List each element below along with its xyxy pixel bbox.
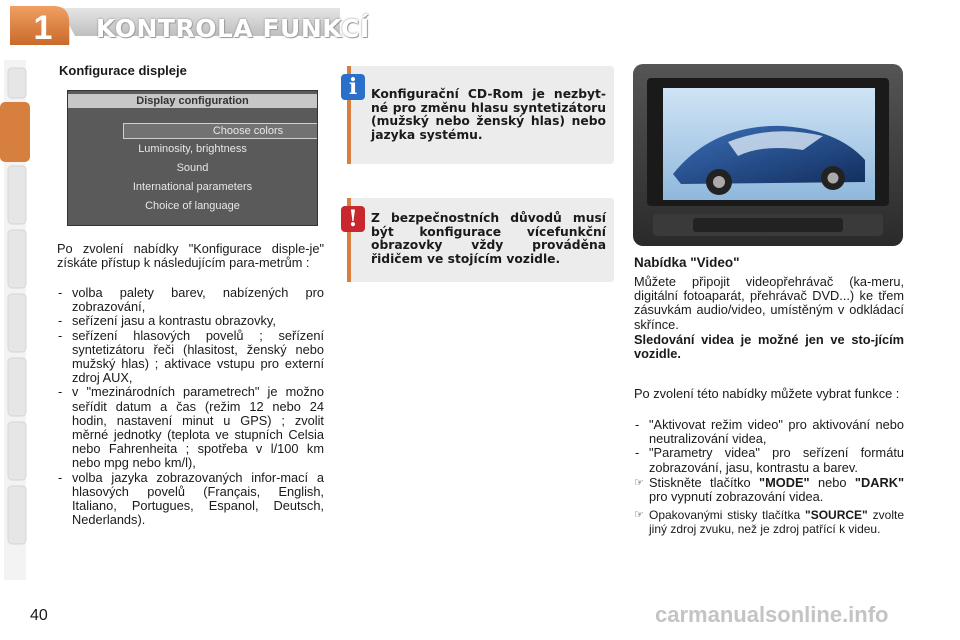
chapter-number: 1	[33, 9, 53, 47]
display-menu-item: International parameters	[132, 181, 253, 193]
chapter-title: KONTROLA FUNKCÍ	[96, 14, 370, 43]
list-item-hint-mode: ☞ Stiskněte tlačítko "MODE" nebo "DARK" pro vypnutí zobrazování videa.	[634, 476, 904, 504]
list-item: - seřízení hlasových povelů ; seřízení syntetizátoru řeči (hlasitost, ženský nebo mužský hlas) ; aktivace vstupu pro externí zdroj AUX,	[57, 329, 324, 386]
video-paragraph-1: Můžete připojit videopřehrávač (ka-meru, digitální fotoaparát, přehrávač DVD...) ke třem zásuvkám audio/video, umístěným v odkládací skřínce.	[634, 274, 904, 332]
list-item-hint-source: ☞ Opakovanými stisky tlačítka "SOURCE" zvolte jiný zdroj zvuku, než je zdroj patřící k videu.	[634, 508, 904, 536]
warning-box	[347, 198, 614, 282]
list-item: - seřízení jasu a kontrastu obrazovky,	[57, 314, 324, 328]
info-icon: i	[341, 74, 365, 100]
display-configuration-screen	[67, 90, 318, 226]
display-menu-title: Display configuration	[68, 94, 317, 108]
section-heading-video: Nabídka "Video"	[634, 255, 740, 270]
display-menu-item: Choice of language	[145, 200, 240, 212]
info-text: Konfigurační CD-Rom je nezbyt-né pro změnu hlasu syntetizátoru (mužský nebo ženský hlas) nebo jazyka systému.	[371, 87, 606, 142]
warning-icon: !	[341, 206, 365, 232]
page-number: 40	[30, 607, 48, 624]
video-paragraph-2: Sledování videa je možné jen ve sto-jícím vozidle.	[634, 332, 904, 362]
warning-text: Z bezpečnostních důvodů musí být konfigurace vícefunkční obrazovky vždy prováděna řidičem ve stojícím vozidle.	[371, 211, 606, 266]
list-item: - "Aktivovat režim video" pro aktivování nebo neutralizování videa,	[634, 418, 904, 446]
video-function-list	[634, 418, 904, 537]
list-item: - v "mezinárodních parametrech" je možno seřídit datum a čas (režim 12 nebo 24 hodin, nastavení minut u GPS) ; zvolit měrné jednotky (teplota ve stupních Celsia nebo Fahrenheita ; spotřeba v l/100 km nebo mpg nebo km/l),	[57, 385, 324, 470]
list-item: - volba jazyka zobrazovaných infor-mací a hlasových povelů (Français, English, Italiano, Portugues, Espanol, Deutsch, Nederlands).	[57, 471, 324, 528]
list-item: - volba palety barev, nabízených pro zobrazování,	[57, 286, 324, 314]
display-menu-item: Choose colors	[123, 123, 318, 139]
display-menu-item: Sound	[176, 162, 209, 174]
multifunction-screen-image	[633, 64, 903, 246]
video-paragraph-3: Po zvolení této nabídky můžete vybrat funkce :	[634, 386, 900, 401]
list-item: - "Parametry videa" pro seřízení formátu zobrazování, jasu, kontrastu a barev.	[634, 446, 904, 474]
chapter-side-tabs	[0, 60, 30, 580]
info-box	[347, 66, 614, 164]
section-heading-display-config: Konfigurace displeje	[59, 63, 187, 78]
display-menu-item: Luminosity, brightness	[138, 143, 247, 155]
watermark: carmanualsonline.info	[655, 602, 889, 627]
display-config-list	[57, 286, 324, 527]
display-config-intro: Po zvolení nabídky "Konfigurace disple-je" získáte přístup k následujícím para-metrům :	[57, 241, 324, 271]
